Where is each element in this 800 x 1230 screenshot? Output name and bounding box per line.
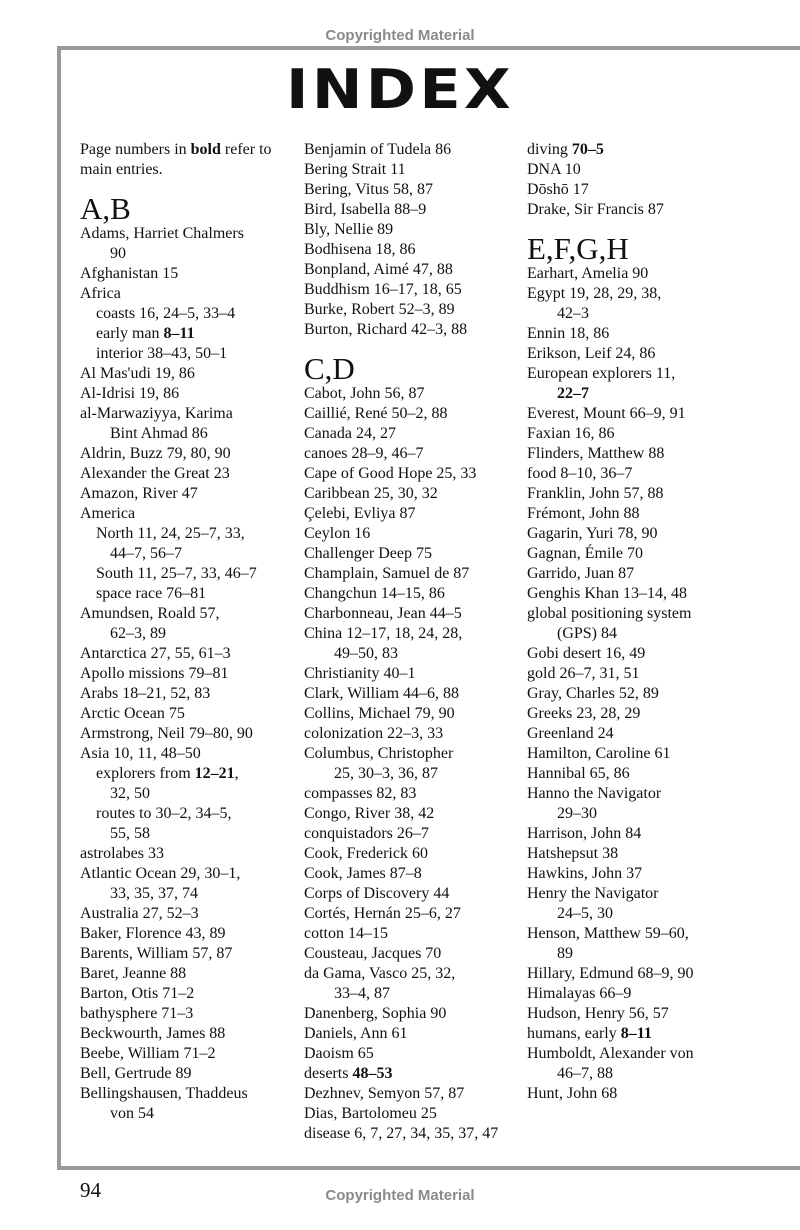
index-entry — [527, 924, 742, 964]
index-entry — [527, 784, 742, 824]
entry-text: Alexander the Great 23 — [80, 465, 230, 482]
entry-continuation: 24–5, 30 — [557, 905, 613, 922]
entry-text: Cabot, John 56, 87 — [304, 385, 425, 402]
entry-text: Buddhism 16–17, 18, 65 — [304, 281, 462, 298]
entry-text: Erikson, Leif 24, 86 — [527, 345, 656, 362]
index-entry — [304, 1004, 519, 1024]
index-subentry — [80, 764, 295, 804]
entry-text: Bell, Gertrude 89 — [80, 1065, 192, 1082]
entry-text: cotton 14–15 — [304, 925, 388, 942]
entry-text: Barents, William 57, 87 — [80, 945, 233, 962]
index-entry — [527, 444, 742, 464]
index-entry — [304, 884, 519, 904]
index-entry — [527, 764, 742, 784]
index-entry — [304, 300, 519, 320]
index-entry — [80, 384, 295, 404]
entry-text: America — [80, 505, 136, 522]
entry-text: Aldrin, Buzz 79, 80, 90 — [80, 445, 231, 462]
index-entry — [304, 804, 519, 824]
entry-text: DNA 10 — [527, 161, 581, 178]
entry-text: da Gama, Vasco 25, 32, — [304, 965, 456, 982]
entry-continuation — [527, 384, 742, 404]
index-column-1 — [80, 140, 295, 1124]
index-entry — [80, 224, 295, 264]
entry-continuation: 29–30 — [557, 805, 597, 822]
entry-text: Cape of Good Hope 25, 33 — [304, 465, 477, 482]
index-entry — [304, 744, 519, 784]
index-entry — [80, 644, 295, 664]
entry-text: Humboldt, Alexander von — [527, 1045, 694, 1062]
entry-text: Bonpland, Aimé 47, 88 — [304, 261, 453, 278]
entry-text: Apollo missions 79–81 — [80, 665, 229, 682]
page-title: INDEX — [285, 58, 515, 121]
index-entry — [304, 1064, 519, 1084]
entry-text: Asia 10, 11, 48–50 — [80, 745, 201, 762]
entry-text: Faxian 16, 86 — [527, 425, 615, 442]
entry-text: Dōshō 17 — [527, 181, 589, 198]
entry-text: Daoism 65 — [304, 1045, 374, 1062]
index-entry — [527, 464, 742, 484]
index-subentry — [80, 804, 295, 844]
index-entry — [304, 1124, 519, 1144]
index-entry — [527, 864, 742, 884]
entry-continuation: 62–3, 89 — [110, 625, 166, 642]
index-entry — [527, 140, 742, 160]
index-entry — [80, 964, 295, 984]
index-entry — [304, 524, 519, 544]
index-entry — [527, 744, 742, 764]
entry-text: Cook, James 87–8 — [304, 865, 422, 882]
index-entry — [80, 904, 295, 924]
index-entry — [527, 644, 742, 664]
entry-text: Çelebi, Evliya 87 — [304, 505, 416, 522]
index-entry — [80, 404, 295, 444]
entry-text: Collins, Michael 79, 90 — [304, 705, 455, 722]
entry-text: Greeks 23, 28, 29 — [527, 705, 641, 722]
copyright-watermark-top: Copyrighted Material — [325, 27, 475, 44]
index-entry — [304, 280, 519, 300]
index-entry — [527, 884, 742, 924]
entry-text: Caillié, René 50–2, 88 — [304, 405, 448, 422]
index-entry — [527, 724, 742, 744]
section-heading: A,B — [80, 191, 131, 226]
index-entry — [304, 444, 519, 464]
index-intro-note — [80, 140, 295, 180]
intro-text-1: Page numbers in — [80, 141, 191, 158]
index-subentry — [80, 584, 295, 604]
entry-text: Burton, Richard 42–3, 88 — [304, 321, 468, 338]
entry-text: conquistadors 26–7 — [304, 825, 429, 842]
entry-text: Cousteau, Jacques 70 — [304, 945, 442, 962]
entry-text: Armstrong, Neil 79–80, 90 — [80, 725, 253, 742]
index-entry — [527, 264, 742, 284]
entry-text: Barton, Otis 71–2 — [80, 985, 195, 1002]
entry-continuation: 33–4, 87 — [334, 985, 390, 1002]
entry-text: Himalayas 66–9 — [527, 985, 632, 1002]
index-entry — [80, 444, 295, 464]
entry-continuation: 89 — [557, 945, 573, 962]
index-entry — [527, 524, 742, 544]
entry-text: Hudson, Henry 56, 57 — [527, 1005, 669, 1022]
index-entry — [304, 704, 519, 724]
entry-text: gold 26–7, 31, 51 — [527, 665, 640, 682]
entry-text: Arabs 18–21, 52, 83 — [80, 685, 211, 702]
index-entry — [527, 324, 742, 344]
entry-text: Benjamin of Tudela 86 — [304, 141, 452, 158]
index-entry — [304, 200, 519, 220]
index-entry — [304, 240, 519, 260]
index-entry — [80, 1024, 295, 1044]
index-entry — [527, 1044, 742, 1084]
entry-text: Ennin 18, 86 — [527, 325, 610, 342]
index-entry — [304, 824, 519, 844]
index-entry — [527, 1004, 742, 1024]
index-entry — [80, 864, 295, 904]
entry-text: Baker, Florence 43, 89 — [80, 925, 226, 942]
main-entry-pages: 22–7 — [557, 385, 589, 402]
index-entry — [304, 1084, 519, 1104]
index-entry — [80, 704, 295, 724]
index-entry — [304, 180, 519, 200]
entry-text: Hamilton, Caroline 61 — [527, 745, 671, 762]
index-entry — [527, 584, 742, 604]
entry-text: coasts 16, 24–5, 33–4 — [96, 305, 236, 322]
entry-continuation: 90 — [110, 245, 126, 262]
entry-text: Franklin, John 57, 88 — [527, 485, 664, 502]
page-number: 94 — [80, 1178, 101, 1202]
index-entry — [80, 264, 295, 284]
entry-text: humans, early — [527, 1025, 621, 1042]
index-entry — [80, 284, 295, 304]
index-entry — [527, 200, 742, 220]
entry-text: Dias, Bartolomeu 25 — [304, 1105, 437, 1122]
entry-text: Everest, Mount 66–9, 91 — [527, 405, 686, 422]
index-subentry — [80, 524, 295, 564]
index-entry — [304, 1104, 519, 1124]
index-entry — [304, 844, 519, 864]
index-entries — [80, 192, 295, 1124]
entry-text: compasses 82, 83 — [304, 785, 417, 802]
entry-text: routes to 30–2, 34–5, — [96, 805, 232, 822]
index-entry — [80, 1084, 295, 1124]
index-entry — [304, 384, 519, 404]
entry-text: Hawkins, John 37 — [527, 865, 643, 882]
entry-text: early man — [96, 325, 164, 342]
entry-text: Congo, River 38, 42 — [304, 805, 435, 822]
entry-text: Baret, Jeanne 88 — [80, 965, 187, 982]
entry-text: Hunt, John 68 — [527, 1085, 618, 1102]
main-entry-pages: 8–11 — [163, 325, 195, 342]
index-entry — [527, 604, 742, 644]
index-entry — [304, 140, 519, 160]
section-heading: C,D — [304, 351, 355, 386]
index-entry — [304, 564, 519, 584]
index-entry — [304, 624, 519, 664]
entry-text: Christianity 40–1 — [304, 665, 416, 682]
entry-text: Henson, Matthew 59–60, — [527, 925, 689, 942]
index-entry — [304, 924, 519, 944]
entry-text: Africa — [80, 285, 121, 302]
index-entry — [527, 180, 742, 200]
index-entry — [80, 1044, 295, 1064]
entry-text: Bly, Nellie 89 — [304, 221, 394, 238]
entry-text: Al-Idrisi 19, 86 — [80, 385, 180, 402]
index-entry — [304, 1024, 519, 1044]
index-entry — [527, 704, 742, 724]
entry-text: Columbus, Christopher — [304, 745, 454, 762]
index-entry — [304, 784, 519, 804]
entry-text: Changchun 14–15, 86 — [304, 585, 445, 602]
index-entry — [80, 664, 295, 684]
index-entry — [304, 724, 519, 744]
index-entry — [527, 424, 742, 444]
index-entry — [80, 364, 295, 384]
intro-text-bold: bold — [190, 141, 221, 158]
entry-continuation: 44–7, 56–7 — [110, 545, 182, 562]
index-entry — [304, 544, 519, 564]
index-entry — [304, 504, 519, 524]
index-entries — [527, 140, 742, 1104]
entry-text: Challenger Deep 75 — [304, 545, 432, 562]
entry-text: Corps of Discovery 44 — [304, 885, 450, 902]
index-entry — [304, 220, 519, 240]
index-entry — [527, 484, 742, 504]
entry-text: Amundsen, Roald 57, — [80, 605, 220, 622]
index-entry — [304, 664, 519, 684]
index-entry — [80, 844, 295, 864]
main-entry-pages: 70–5 — [571, 141, 604, 158]
index-entry — [304, 944, 519, 964]
main-entry-pages: 8–11 — [620, 1025, 652, 1042]
index-entry — [527, 684, 742, 704]
entry-text: Daniels, Ann 61 — [304, 1025, 408, 1042]
index-entry — [527, 824, 742, 844]
entry-text: Bering, Vitus 58, 87 — [304, 181, 433, 198]
entry-text: astrolabes 33 — [80, 845, 164, 862]
entry-continuation: 49–50, 83 — [334, 645, 398, 662]
entry-text: bathysphere 71–3 — [80, 1005, 194, 1022]
entry-text: Cook, Frederick 60 — [304, 845, 428, 862]
index-entry — [304, 964, 519, 1004]
entry-text: Gray, Charles 52, 89 — [527, 685, 659, 702]
index-entry — [80, 924, 295, 944]
entry-text: disease 6, 7, 27, 34, 35, 37, 47 — [304, 1125, 499, 1142]
index-entry — [304, 1044, 519, 1064]
index-entry — [527, 160, 742, 180]
entry-text: Amazon, River 47 — [80, 485, 198, 502]
index-entry — [304, 160, 519, 180]
index-entries — [304, 140, 519, 1144]
index-entry — [304, 484, 519, 504]
index-entry — [304, 604, 519, 624]
entry-text: Harrison, John 84 — [527, 825, 642, 842]
index-column-2 — [304, 140, 519, 1144]
entry-continuation: 42–3 — [557, 305, 589, 322]
index-entry — [527, 564, 742, 584]
index-entry — [527, 1084, 742, 1104]
index-entry — [304, 864, 519, 884]
index-entry — [80, 504, 295, 524]
entry-text: Dezhnev, Semyon 57, 87 — [304, 1085, 465, 1102]
index-entry — [527, 364, 742, 404]
index-entry — [527, 964, 742, 984]
entry-text: Earhart, Amelia 90 — [527, 265, 649, 282]
entry-text: Garrido, Juan 87 — [527, 565, 635, 582]
index-subentry — [80, 324, 295, 344]
entry-text: interior 38–43, 50–1 — [96, 345, 228, 362]
index-entry — [304, 260, 519, 280]
entry-text: Adams, Harriet Chalmers — [80, 225, 244, 242]
entry-text: Beckwourth, James 88 — [80, 1025, 226, 1042]
copyright-watermark-bottom: Copyrighted Material — [325, 1187, 475, 1204]
index-entry — [80, 464, 295, 484]
index-entry — [527, 544, 742, 564]
index-entry — [527, 844, 742, 864]
index-subentry — [80, 304, 295, 324]
index-entry — [80, 724, 295, 744]
index-entry — [527, 664, 742, 684]
index-entry — [80, 744, 295, 764]
entry-text: Beebe, William 71–2 — [80, 1045, 216, 1062]
entry-continuation: 32, 50 — [110, 785, 150, 802]
index-column-3 — [527, 140, 742, 1104]
entry-text: Cortés, Hernán 25–6, 27 — [304, 905, 461, 922]
entry-text: Arctic Ocean 75 — [80, 705, 185, 722]
main-entry-pages: 12–21 — [194, 765, 235, 782]
entry-text: Egypt 19, 28, 29, 38, — [527, 285, 662, 302]
entry-text: Greenland 24 — [527, 725, 614, 742]
entry-text: Bering Strait 11 — [304, 161, 406, 178]
entry-continuation: 25, 30–3, 36, 87 — [334, 765, 438, 782]
entry-text: European explorers 11, — [527, 365, 676, 382]
entry-text: Bodhisena 18, 86 — [304, 241, 416, 258]
entry-text: Hanno the Navigator — [527, 785, 662, 802]
entry-text: Clark, William 44–6, 88 — [304, 685, 460, 702]
entry-text: global positioning system — [527, 605, 692, 622]
entry-text: Henry the Navigator — [527, 885, 659, 902]
entry-text: diving — [527, 141, 572, 158]
index-entry — [304, 424, 519, 444]
entry-text: Bellingshausen, Thaddeus — [80, 1085, 248, 1102]
index-entry — [527, 404, 742, 424]
entry-continuation: 46–7, 88 — [557, 1065, 613, 1082]
entry-text: space race 76–81 — [96, 585, 207, 602]
entry-text: South 11, 25–7, 33, 46–7 — [96, 565, 257, 582]
index-entry — [80, 944, 295, 964]
index-entry — [304, 320, 519, 340]
entry-text: Drake, Sir Francis 87 — [527, 201, 664, 218]
entry-text: Champlain, Samuel de 87 — [304, 565, 470, 582]
entry-text: Danenberg, Sophia 90 — [304, 1005, 447, 1022]
entry-text: canoes 28–9, 46–7 — [304, 445, 424, 462]
entry-text: Gagnan, Émile 70 — [527, 545, 643, 562]
entry-text: deserts — [304, 1065, 353, 1082]
entry-text: Antarctica 27, 55, 61–3 — [80, 645, 231, 662]
entry-text: Caribbean 25, 30, 32 — [304, 485, 438, 502]
entry-punctuation: , — [234, 765, 239, 782]
entry-text: Frémont, John 88 — [527, 505, 640, 522]
index-entry — [80, 984, 295, 1004]
index-subentry — [80, 344, 295, 364]
entry-text: China 12–17, 18, 24, 28, — [304, 625, 463, 642]
index-entry — [527, 284, 742, 324]
index-entry — [304, 684, 519, 704]
entry-text: Ceylon 16 — [304, 525, 371, 542]
entry-text: North 11, 24, 25–7, 33, — [96, 525, 245, 542]
entry-continuation: Bint Ahmad 86 — [110, 425, 208, 442]
entry-text: Gagarin, Yuri 78, 90 — [527, 525, 658, 542]
entry-text: Hannibal 65, 86 — [527, 765, 630, 782]
entry-text: Australia 27, 52–3 — [80, 905, 199, 922]
index-entry — [527, 504, 742, 524]
entry-text: food 8–10, 36–7 — [527, 465, 633, 482]
index-entry — [304, 584, 519, 604]
entry-text: Flinders, Matthew 88 — [527, 445, 665, 462]
entry-text: Bird, Isabella 88–9 — [304, 201, 427, 218]
entry-continuation: von 54 — [110, 1105, 154, 1122]
index-entry — [80, 604, 295, 644]
entry-continuation: 33, 35, 37, 74 — [110, 885, 198, 902]
entry-text: colonization 22–3, 33 — [304, 725, 444, 742]
index-entry — [527, 1024, 742, 1044]
entry-text: Burke, Robert 52–3, 89 — [304, 301, 455, 318]
entry-text: Charbonneau, Jean 44–5 — [304, 605, 462, 622]
index-entry — [527, 344, 742, 364]
index-entry — [80, 684, 295, 704]
section-heading: E,F,G,H — [527, 231, 629, 266]
main-entry-pages: 48–53 — [352, 1065, 393, 1082]
entry-text: Canada 24, 27 — [304, 425, 396, 442]
index-entry — [304, 904, 519, 924]
index-entry — [80, 1004, 295, 1024]
entry-text: Gobi desert 16, 49 — [527, 645, 646, 662]
entry-text: Atlantic Ocean 29, 30–1, — [80, 865, 241, 882]
entry-text: Genghis Khan 13–14, 48 — [527, 585, 687, 602]
entry-text: al-Marwaziyya, Karima — [80, 405, 233, 422]
entry-text: Hatshepsut 38 — [527, 845, 619, 862]
index-entry — [304, 464, 519, 484]
intro-text-2: refer to main entries. — [80, 141, 272, 178]
entry-text: Hillary, Edmund 68–9, 90 — [527, 965, 694, 982]
index-entry — [304, 404, 519, 424]
entry-continuation: (GPS) 84 — [557, 625, 618, 642]
entry-text: Afghanistan 15 — [80, 265, 179, 282]
index-entry — [527, 984, 742, 1004]
entry-text: Al Mas'udi 19, 86 — [80, 365, 195, 382]
index-entry — [80, 484, 295, 504]
entry-text: explorers from — [96, 765, 195, 782]
index-subentry — [80, 564, 295, 584]
index-entry — [80, 1064, 295, 1084]
entry-continuation: 55, 58 — [110, 825, 150, 842]
